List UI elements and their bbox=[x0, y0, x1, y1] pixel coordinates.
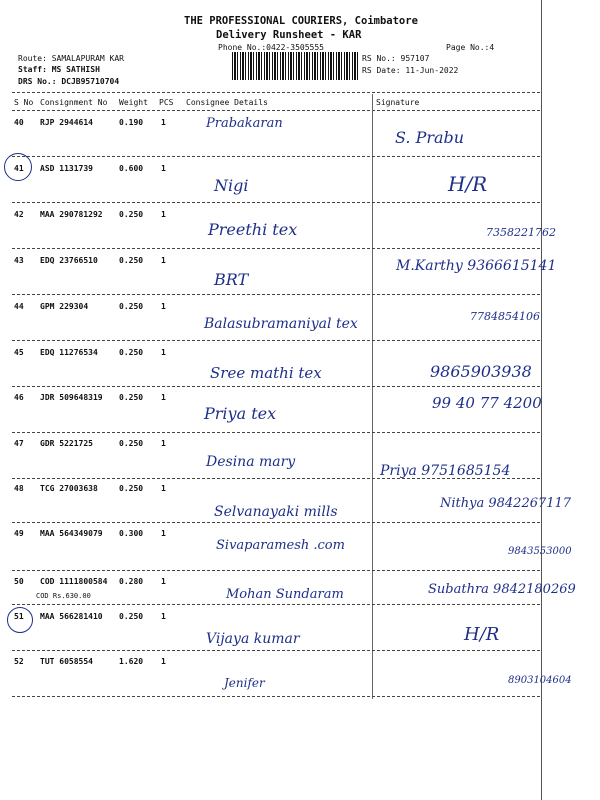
page-number: Page No.:4 bbox=[446, 43, 495, 52]
route-label: Route: SAMALAPURAM KAR bbox=[18, 54, 124, 63]
row-consignment: COD 1111800584 bbox=[40, 577, 108, 586]
row-consignee-handwritten: Sree mathi tex bbox=[210, 364, 322, 382]
phone-number: Phone No.:0422-3505555 bbox=[218, 43, 324, 52]
row-divider bbox=[12, 294, 540, 295]
row-consignee-handwritten: Jenifer bbox=[224, 676, 265, 690]
row-pcs: 1 bbox=[161, 484, 166, 493]
row-pcs: 1 bbox=[161, 529, 166, 538]
row-signature-handwritten: 7358221762 bbox=[486, 226, 556, 239]
row-divider bbox=[12, 696, 540, 697]
row-sno: 42 bbox=[14, 210, 24, 219]
row-signature-handwritten: H/R bbox=[464, 624, 500, 645]
row-sno: 47 bbox=[14, 439, 24, 448]
row-consignee-handwritten: Mohan Sundaram bbox=[226, 587, 344, 602]
row-consignee-handwritten: BRT bbox=[214, 270, 249, 289]
row-weight: 0.250 bbox=[119, 612, 144, 621]
row-consignment: JDR 509648319 bbox=[40, 393, 103, 402]
row-pcs: 1 bbox=[161, 118, 166, 127]
row-consignment: GDR 5221725 bbox=[40, 439, 93, 448]
row-signature-handwritten: M.Karthy 9366615141 bbox=[396, 258, 557, 274]
row-sno: 40 bbox=[14, 118, 24, 127]
row-weight: 0.250 bbox=[119, 393, 144, 402]
row-sno: 51 bbox=[14, 612, 24, 621]
row-weight: 0.250 bbox=[119, 484, 144, 493]
row-consignee-handwritten: Preethi tex bbox=[208, 220, 298, 239]
row-consignee-handwritten: Desina mary bbox=[206, 454, 296, 470]
row-consignment: MAA 290781292 bbox=[40, 210, 103, 219]
row-pcs: 1 bbox=[161, 210, 166, 219]
row-pcs: 1 bbox=[161, 393, 166, 402]
row-consignee-handwritten: Priya tex bbox=[204, 404, 277, 423]
row-divider bbox=[12, 340, 540, 341]
col-consignment: Consignment No bbox=[40, 98, 108, 107]
row-pcs: 1 bbox=[161, 256, 166, 265]
row-consignment: MAA 564349079 bbox=[40, 529, 103, 538]
row-divider bbox=[12, 522, 540, 523]
staff-label: Staff: MS SATHISH bbox=[18, 65, 100, 74]
row-divider bbox=[12, 248, 540, 249]
row-consignment: EDQ 23766510 bbox=[40, 256, 98, 265]
row-consignment: EDQ 11276534 bbox=[40, 348, 98, 357]
row-pcs: 1 bbox=[161, 439, 166, 448]
row-weight: 1.620 bbox=[119, 657, 144, 666]
row-pcs: 1 bbox=[161, 657, 166, 666]
row-signature-handwritten: Subathra 9842180269 bbox=[428, 582, 576, 597]
row-weight: 0.600 bbox=[119, 164, 144, 173]
row-sno: 50 bbox=[14, 577, 24, 586]
row-divider bbox=[12, 432, 540, 433]
row-consignment: TUT 6058554 bbox=[40, 657, 93, 666]
row-divider bbox=[12, 650, 540, 651]
row-consignment: GPM 229304 bbox=[40, 302, 89, 311]
row-sno: 45 bbox=[14, 348, 24, 357]
row-weight: 0.300 bbox=[119, 529, 144, 538]
row-weight: 0.280 bbox=[119, 577, 144, 586]
header-divider-top bbox=[12, 92, 540, 93]
row-divider bbox=[12, 202, 540, 203]
row-consignee-handwritten: Sivaparamesh .com bbox=[216, 538, 345, 553]
row-pcs: 1 bbox=[161, 577, 166, 586]
row-weight: 0.250 bbox=[119, 348, 144, 357]
row-weight: 0.250 bbox=[119, 439, 144, 448]
row-divider bbox=[12, 386, 540, 387]
row-signature-handwritten: 99 40 77 4200 bbox=[432, 394, 542, 412]
row-sno: 44 bbox=[14, 302, 24, 311]
row-pcs: 1 bbox=[161, 302, 166, 311]
row-pcs: 1 bbox=[161, 612, 166, 621]
row-pcs: 1 bbox=[161, 348, 166, 357]
row-sno: 48 bbox=[14, 484, 24, 493]
row-consignee-handwritten: Vijaya kumar bbox=[206, 631, 300, 647]
header-divider-bottom bbox=[12, 110, 540, 111]
row-signature-handwritten: 9865903938 bbox=[430, 362, 532, 381]
row-divider bbox=[12, 156, 540, 157]
row-signature-handwritten: Nithya 9842267117 bbox=[440, 496, 572, 511]
row-weight: 0.190 bbox=[119, 118, 144, 127]
runsheet-subtitle: Delivery Runsheet - KAR bbox=[216, 29, 362, 41]
barcode-image bbox=[232, 52, 360, 80]
col-pcs: PCS bbox=[159, 98, 174, 107]
row-signature-handwritten: H/R bbox=[448, 172, 488, 196]
row-signature-handwritten: Priya 9751685154 bbox=[380, 463, 511, 479]
row-signature-handwritten: S. Prabu bbox=[395, 128, 465, 147]
row-signature-handwritten: 7784854106 bbox=[470, 310, 540, 323]
row-consignee-handwritten: Balasubramaniyal tex bbox=[204, 316, 358, 332]
col-signature: Signature bbox=[376, 98, 420, 107]
row-weight: 0.250 bbox=[119, 302, 144, 311]
row-signature-handwritten: 9843553000 bbox=[508, 546, 572, 557]
row-sno: 52 bbox=[14, 657, 24, 666]
row-consignee-handwritten: Selvanayaki mills bbox=[214, 504, 338, 520]
row-consignment: TCG 27003638 bbox=[40, 484, 98, 493]
cod-amount: COD Rs.630.00 bbox=[36, 592, 91, 600]
col-sno: S No bbox=[14, 98, 34, 107]
row-sno: 49 bbox=[14, 529, 24, 538]
col-weight: Weight bbox=[119, 98, 148, 107]
rs-number: RS No.: 957107 bbox=[362, 54, 430, 63]
drs-number: DRS No.: DCJB95710704 bbox=[18, 77, 120, 86]
row-consignment: MAA 566281410 bbox=[40, 612, 103, 621]
row-consignment: ASD 1131739 bbox=[40, 164, 93, 173]
row-sno: 43 bbox=[14, 256, 24, 265]
row-pcs: 1 bbox=[161, 164, 166, 173]
row-signature-handwritten: 8903104604 bbox=[508, 675, 572, 686]
row-consignment: RJP 2944614 bbox=[40, 118, 93, 127]
row-weight: 0.250 bbox=[119, 256, 144, 265]
signature-column-line bbox=[372, 94, 373, 699]
row-weight: 0.250 bbox=[119, 210, 144, 219]
col-consignee: Consignee Details bbox=[186, 98, 268, 107]
company-title: THE PROFESSIONAL COURIERS, Coimbatore bbox=[184, 15, 418, 27]
row-sno: 46 bbox=[14, 393, 24, 402]
row-divider bbox=[12, 478, 540, 479]
row-consignee-handwritten: Prabakaran bbox=[206, 116, 283, 131]
row-divider bbox=[12, 604, 540, 605]
rs-date: RS Date: 11-Jun-2022 bbox=[362, 66, 459, 75]
row-divider bbox=[12, 570, 540, 571]
row-consignee-handwritten: Nigi bbox=[214, 176, 249, 195]
row-sno: 41 bbox=[14, 164, 24, 173]
